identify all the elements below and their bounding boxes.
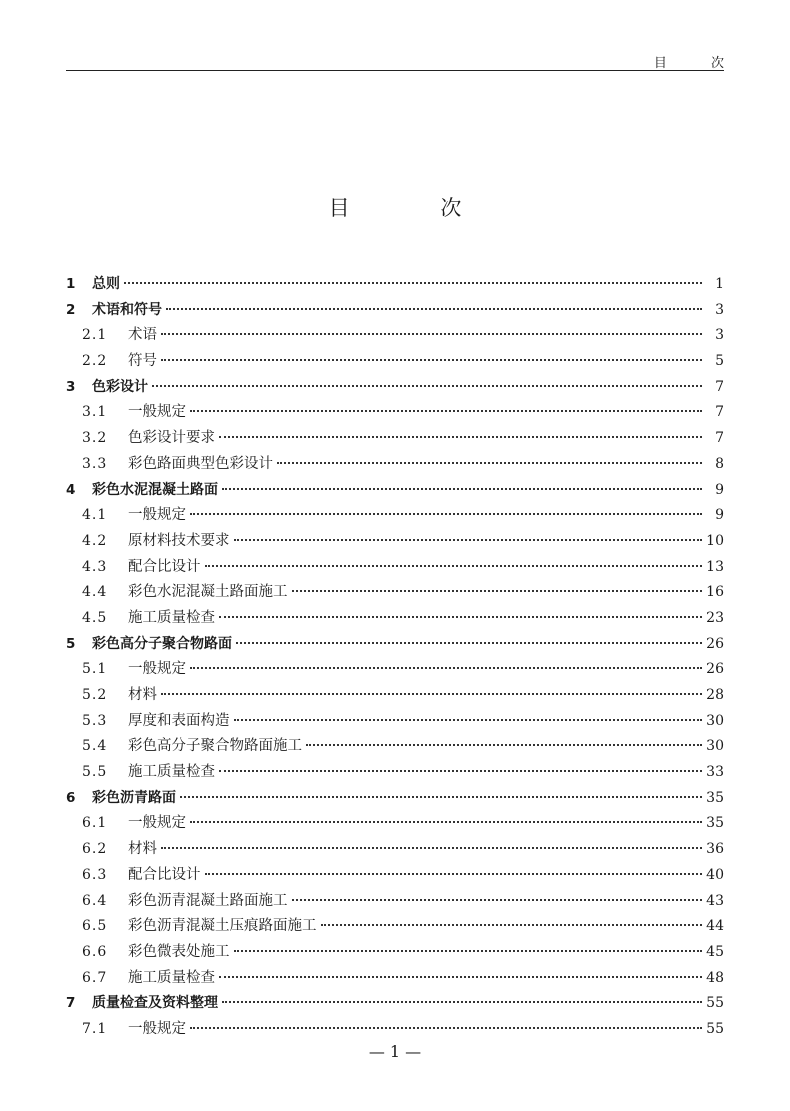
toc-entry-title: 一般规定 — [128, 1020, 186, 1037]
dot-leader — [219, 435, 702, 438]
toc-entry-title: 质量检查及资料整理 — [92, 995, 218, 1012]
toc-entry[interactable] — [66, 400, 724, 426]
toc-entry[interactable] — [66, 966, 724, 992]
toc-entry[interactable] — [66, 786, 724, 812]
toc-entry[interactable] — [66, 606, 724, 632]
toc-entry[interactable] — [66, 940, 724, 966]
toc-entry-number: 4.2 — [82, 532, 108, 549]
toc-entry-title: 施工质量检查 — [128, 609, 215, 626]
dot-leader — [219, 769, 702, 772]
dot-leader — [205, 872, 703, 875]
toc-entry[interactable] — [66, 272, 724, 298]
dot-leader — [234, 538, 703, 541]
toc-entry-number: 6.4 — [82, 892, 108, 909]
toc-entry[interactable] — [66, 503, 724, 529]
toc-entry-title: 彩色沥青路面 — [92, 789, 176, 806]
toc-entry[interactable] — [66, 863, 724, 889]
toc-entry-title: 施工质量检查 — [128, 764, 215, 781]
toc-entry-number: 4.5 — [82, 609, 108, 626]
dot-leader — [166, 307, 702, 310]
toc-entry[interactable] — [66, 811, 724, 837]
toc-entry-title: 符号 — [128, 353, 157, 370]
dot-leader — [234, 718, 703, 721]
toc-entry-title: 配合比设计 — [128, 558, 201, 575]
toc-entry[interactable] — [66, 375, 724, 401]
toc-entry-title: 彩色沥青混凝土路面施工 — [128, 892, 288, 909]
running-header-title: 目 次 — [653, 56, 744, 71]
toc-entry-title: 材料 — [128, 687, 157, 703]
toc-entry-number: 5 — [66, 635, 76, 652]
toc-entry-title: 彩色水泥混凝土路面 — [92, 481, 218, 498]
toc-entry-page: 7 — [715, 378, 724, 395]
toc-entry[interactable] — [66, 734, 724, 760]
toc-entry[interactable] — [66, 760, 724, 786]
dot-leader — [306, 743, 702, 746]
dot-leader — [205, 564, 703, 567]
dot-leader — [190, 666, 702, 669]
toc-entry[interactable] — [66, 529, 724, 555]
toc-entry-number: 1 — [66, 276, 76, 292]
dot-leader — [190, 409, 702, 412]
page-title: 目 次 — [328, 196, 504, 220]
dot-leader — [190, 1026, 702, 1029]
toc-entry-title: 彩色高分子聚合物路面施工 — [128, 738, 302, 755]
toc-entry-page: 9 — [715, 507, 724, 524]
toc-entry-number: 3.2 — [82, 430, 108, 447]
dot-leader — [190, 820, 702, 823]
toc-entry-page: 43 — [706, 892, 724, 909]
toc-entry[interactable] — [66, 632, 724, 658]
toc-entry-page: 9 — [715, 481, 724, 498]
page-number: — 1 — — [368, 1042, 422, 1061]
toc-entry-number: 5.3 — [82, 712, 108, 729]
toc-entry-number: 6.2 — [82, 841, 108, 858]
dot-leader — [292, 589, 703, 592]
toc-entry[interactable] — [66, 837, 724, 863]
toc-entry-number: 2.1 — [82, 327, 108, 344]
toc-entry-number: 6.3 — [82, 866, 108, 883]
toc-entry[interactable] — [66, 323, 724, 349]
toc-entry-page: 3 — [715, 327, 724, 344]
toc-entry-title: 彩色路面典型色彩设计 — [128, 455, 273, 472]
toc-entry-title: 术语和符号 — [92, 301, 162, 318]
toc-entry-page: 26 — [706, 661, 724, 678]
toc-entry-page: 33 — [706, 764, 724, 781]
toc-entry-number: 2 — [66, 301, 76, 318]
toc-entry-title: 一般规定 — [128, 661, 186, 678]
toc-entry[interactable] — [66, 1017, 724, 1043]
dot-leader — [124, 281, 702, 284]
toc-entry-number: 5.1 — [82, 661, 108, 678]
toc-entry-title: 彩色水泥混凝土路面施工 — [128, 584, 288, 601]
toc-entry-number: 5.5 — [82, 764, 108, 781]
toc-entry[interactable] — [66, 452, 724, 478]
toc-entry-title: 一般规定 — [128, 404, 186, 421]
toc-entry-title: 厚度和表面构造 — [128, 712, 230, 729]
toc-entry-number: 4.1 — [82, 507, 108, 524]
toc-entry-number: 4.3 — [82, 558, 108, 575]
dot-leader — [219, 975, 702, 978]
toc-entry-title: 术语 — [128, 327, 157, 344]
toc-entry-title: 材料 — [128, 841, 157, 858]
toc-entry-title: 一般规定 — [128, 507, 186, 524]
toc-entry-title: 彩色高分子聚合物路面 — [92, 635, 232, 652]
toc-entry-number: 6.7 — [82, 969, 108, 986]
toc-entry-number: 7 — [66, 995, 76, 1012]
toc-entry-title: 配合比设计 — [128, 866, 201, 883]
toc-entry[interactable] — [66, 426, 724, 452]
toc-entry[interactable] — [66, 657, 724, 683]
toc-entry-number: 4 — [66, 481, 76, 498]
dot-leader — [222, 1000, 702, 1003]
toc-entry-page: 30 — [706, 738, 724, 755]
dot-leader — [161, 846, 702, 849]
toc-entry-title: 彩色沥青混凝土压痕路面施工 — [128, 918, 317, 935]
toc-entry-page: 5 — [715, 353, 724, 370]
toc-entry-number: 3.3 — [82, 455, 108, 472]
toc-entry[interactable] — [66, 349, 724, 375]
toc-entry-number: 5.2 — [82, 687, 108, 703]
toc-entry-page: 36 — [706, 841, 724, 858]
toc-entry-page: 13 — [706, 558, 724, 575]
running-header — [66, 50, 744, 71]
toc-entry-page: 30 — [706, 712, 724, 729]
toc-entry-page: 55 — [706, 1020, 724, 1037]
dot-leader — [236, 641, 702, 644]
toc-entry[interactable] — [66, 298, 724, 324]
toc-entry-page: 45 — [706, 943, 724, 960]
toc-entry[interactable] — [66, 914, 724, 940]
toc-entry-number: 3.1 — [82, 404, 108, 421]
table-of-contents — [66, 272, 724, 1043]
toc-entry-page: 28 — [706, 687, 724, 703]
toc-entry-page: 35 — [706, 789, 724, 806]
toc-entry[interactable] — [66, 555, 724, 581]
toc-entry-page: 3 — [715, 301, 724, 318]
toc-entry-page: 23 — [706, 609, 724, 626]
toc-entry-title: 色彩设计 — [92, 378, 148, 395]
toc-entry-number: 6.1 — [82, 815, 108, 832]
dot-leader — [234, 949, 703, 952]
toc-entry-number: 6.5 — [82, 918, 108, 935]
toc-entry[interactable] — [66, 580, 724, 606]
toc-entry-title: 施工质量检查 — [128, 969, 215, 986]
toc-entry[interactable] — [66, 709, 724, 735]
toc-entry-number: 5.4 — [82, 738, 108, 755]
toc-entry-number: 2.2 — [82, 353, 108, 370]
toc-entry-page: 55 — [706, 995, 724, 1012]
toc-entry-number: 6.6 — [82, 943, 108, 960]
dot-leader — [277, 461, 702, 464]
toc-entry-page: 35 — [706, 815, 724, 832]
toc-entry-page: 7 — [715, 430, 724, 447]
dot-leader — [152, 384, 702, 387]
toc-entry-page: 48 — [706, 969, 724, 986]
dot-leader — [161, 332, 702, 335]
dot-leader — [190, 512, 702, 515]
toc-entry-page: 10 — [706, 532, 724, 549]
toc-entry[interactable] — [66, 478, 724, 504]
toc-entry-number: 4.4 — [82, 584, 108, 601]
toc-entry-title: 总则 — [92, 276, 120, 292]
toc-entry-page: 7 — [715, 404, 724, 421]
toc-entry-title: 色彩设计要求 — [128, 430, 215, 447]
dot-leader — [222, 487, 702, 490]
toc-entry-page: 16 — [706, 584, 724, 601]
toc-entry-page: 44 — [706, 918, 724, 935]
toc-entry-title: 一般规定 — [128, 815, 186, 832]
toc-entry-page: 26 — [706, 635, 724, 652]
dot-leader — [292, 898, 703, 901]
toc-entry-page: 8 — [715, 455, 724, 472]
dot-leader — [161, 692, 702, 695]
dot-leader — [161, 358, 702, 361]
toc-entry-page: 1 — [715, 276, 724, 292]
toc-entry-number: 7.1 — [82, 1020, 108, 1037]
toc-entry[interactable] — [66, 683, 724, 709]
toc-entry-number: 3 — [66, 378, 76, 395]
dot-leader — [321, 923, 703, 926]
dot-leader — [219, 615, 702, 618]
dot-leader — [180, 795, 702, 798]
toc-entry[interactable] — [66, 991, 724, 1017]
toc-entry-title: 彩色微表处施工 — [128, 943, 230, 960]
toc-entry[interactable] — [66, 889, 724, 915]
toc-entry-number: 6 — [66, 789, 76, 806]
toc-entry-page: 40 — [706, 866, 724, 883]
toc-entry-title: 原材料技术要求 — [128, 532, 230, 549]
